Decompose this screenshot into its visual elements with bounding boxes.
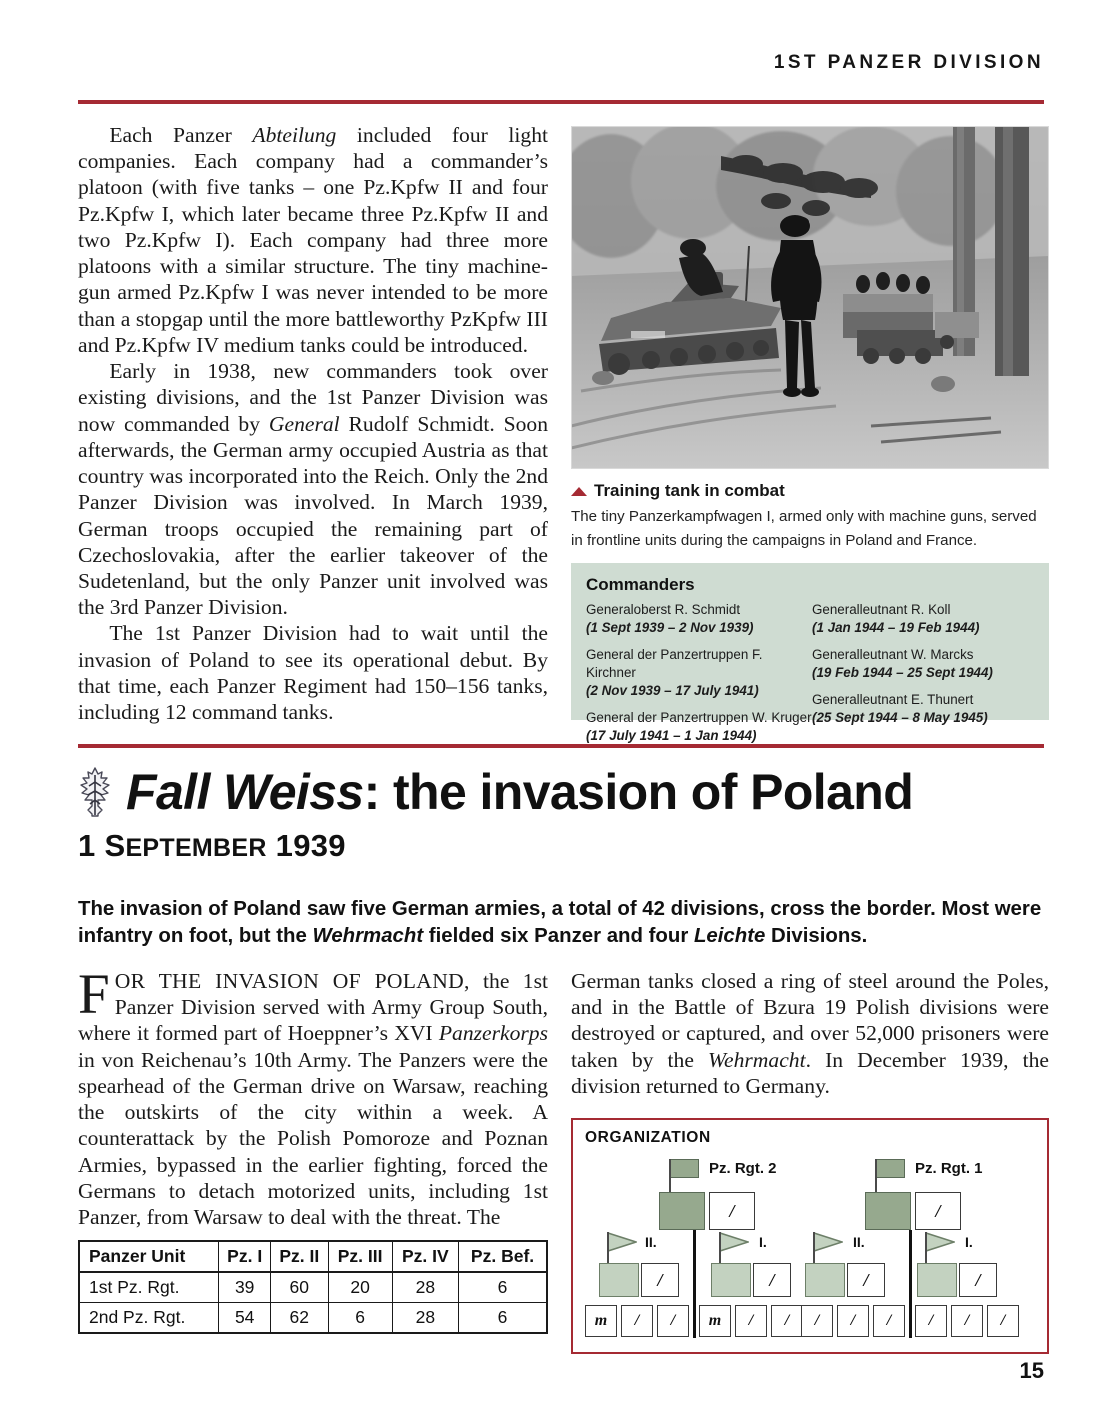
paragraph: The 1st Panzer Division had to wait until the invasion of Poland to see its operational debut. By that time, each Panzer Regiment had 150–156 tanks, including 12 command tanks. <box>78 621 548 725</box>
photo-caption <box>571 481 1049 554</box>
standfirst-part2: fielded six Panzer and four <box>423 925 694 948</box>
regiment-flag-2 <box>669 1159 699 1178</box>
standfirst-italic-2: Leichte <box>693 925 766 948</box>
running-head: 1ST PANZER DIVISION <box>773 52 1044 73</box>
table-row <box>79 1272 547 1303</box>
battalion-flag-icon-4 <box>925 1232 955 1252</box>
unit-name: 1st Pz. Rgt. <box>79 1272 219 1303</box>
regiment-symbol-box-1: / <box>915 1192 961 1230</box>
cell-value: 39 <box>219 1272 270 1303</box>
battalion-symbol-box-4: / <box>959 1263 997 1297</box>
battalion-label-2: I. <box>759 1234 767 1250</box>
caption-title: Training tank in combat <box>594 481 785 500</box>
battalion-flag-icon-1 <box>607 1232 637 1252</box>
battalion-symbol-box-1: / <box>641 1263 679 1297</box>
standfirst <box>78 896 1053 950</box>
organization-title: ORGANIZATION <box>585 1129 711 1146</box>
battalion-unit-box-4 <box>917 1263 957 1297</box>
regiment-symbol-box-2: / <box>709 1192 755 1230</box>
company-box: / <box>801 1305 833 1337</box>
company-box: / <box>951 1305 983 1337</box>
organization-box <box>571 1118 1049 1354</box>
column-header: Pz. II <box>270 1241 328 1272</box>
battalion-flagpole-4 <box>925 1232 927 1264</box>
commander-entry <box>586 646 812 700</box>
company-box: m <box>699 1305 731 1337</box>
battalion-unit-box-3 <box>805 1263 845 1297</box>
commander-dates: (1 Sept 1939 – 2 Nov 1939) <box>586 619 754 635</box>
section-subtitle <box>78 828 346 864</box>
commander-dates: (2 Nov 1939 – 17 July 1941) <box>586 682 759 698</box>
company-box: m <box>585 1305 617 1337</box>
commander-name: General der Panzertruppen F. Kirchner <box>586 646 763 680</box>
organization-diagram <box>573 1120 1047 1352</box>
photo-illustration <box>571 126 1049 469</box>
commander-entry <box>586 709 812 745</box>
table-row <box>79 1303 547 1334</box>
battalion-flag-icon-3 <box>813 1232 843 1252</box>
commander-entry <box>812 646 1038 682</box>
standfirst-italic-1: Wehrmacht <box>312 925 424 948</box>
commanders-column-right <box>812 601 1038 754</box>
small-caps-opening: OR THE INVASION OF POLAND, <box>114 969 470 993</box>
top-article-column <box>78 122 548 725</box>
paragraph: Early in 1938, new commanders took over existing divisions, and the 1st Panzer Division was now commanded by General Rudolf Schmidt. Soon afterwards, the German army occupied Austria as that country was incorporated into the Reich. Only the 2nd Panzer Division was involved. In March 1939, German troops occupied the remaining part of Czechoslovakia, after the earlier takeover of the Sudetenland, but the only Panzer unit involved was the 3rd Panzer Division. <box>78 359 548 620</box>
regiment-flagpole-1 <box>875 1159 877 1193</box>
cell-value: 54 <box>219 1303 270 1334</box>
section-title <box>126 763 914 820</box>
company-box: / <box>657 1305 689 1337</box>
regiment-flagpole-2 <box>669 1159 671 1193</box>
paragraph: Each Panzer Abteilung included four light companies. Each company had a commander’s platoon (with five tanks – one Pz.Kpfw II and four Pz.Kpfw I, which later became three Pz.Kpfw II and two Pz.Kpfw I). Each company had three more platoons with a similar structure. The tiny machine-gun armed Pz.Kpfw I was never intended to be more than a stopgap until the more battleworthy PzKpfw III and Pz.Kpfw IV medium tanks could be introduced. <box>78 123 548 357</box>
organization-divider-1 <box>693 1230 696 1338</box>
cell-value: 6 <box>328 1303 392 1334</box>
commander-entry <box>586 601 812 637</box>
company-box: / <box>621 1305 653 1337</box>
table-header-row <box>79 1241 547 1272</box>
battalion-label-3: II. <box>853 1234 865 1250</box>
main-article-right-column <box>571 968 1049 1099</box>
oak-leaf-icon <box>78 766 112 818</box>
column-header: Pz. III <box>328 1241 392 1272</box>
regiment-label-2: Pz. Rgt. 2 <box>709 1160 777 1177</box>
commander-entry <box>812 691 1038 727</box>
section-headline-row <box>78 763 1063 820</box>
cell-value: 28 <box>392 1303 458 1334</box>
company-box: / <box>837 1305 869 1337</box>
battalion-unit-box-1 <box>599 1263 639 1297</box>
commander-dates: (25 Sept 1944 – 8 May 1945) <box>812 709 988 725</box>
paragraph: German tanks closed a ring of steel around the Poles, and in the Battle of Bzura 19 Polish divisions were destroyed or captured, and over 52,000 prisoners were taken by the Wehrmacht. In December 1939, the division returned to Germany. <box>571 969 1049 1098</box>
company-box: / <box>873 1305 905 1337</box>
battalion-flagpole-1 <box>607 1232 609 1264</box>
battalion-flagpole-2 <box>719 1232 721 1264</box>
triangle-up-icon <box>571 487 587 496</box>
commanders-column-left <box>586 601 812 754</box>
commanders-columns <box>586 601 1038 754</box>
company-box: / <box>771 1305 803 1337</box>
commander-dates: (17 July 1941 – 1 Jan 1944) <box>586 727 757 743</box>
photo-panzer-training <box>571 126 1049 469</box>
commander-name: Generalleutnant R. Koll <box>812 602 951 617</box>
commander-entry <box>812 601 1038 637</box>
left-body-text: the 1st Panzer Division served with Army Group South, where it formed part of Hoeppner’s XVI Panzerkorps in von Reichenau’s 10th Army. The Panzers were the spearhead of the German drive on Warsaw, reaching the outskirts of the city within a week. A counterattack by the Polish Pomoroze and Poznan Armies, bypassed in the earlier fighting, forced the Germans to detach motorized units, including 1st Panzer, from Warsaw to deal with the threat. The <box>78 969 548 1230</box>
battalion-symbol-box-3: / <box>847 1263 885 1297</box>
commander-name: Generaloberst R. Schmidt <box>586 602 741 617</box>
regiment-unit-box-2 <box>659 1192 705 1230</box>
battalion-label-4: I. <box>965 1234 973 1250</box>
battalion-label-1: II. <box>645 1234 657 1250</box>
subtitle-smallcaps: EPTEMBER <box>125 834 267 862</box>
main-article-left-column <box>78 963 548 1230</box>
paragraph <box>78 963 548 1230</box>
subtitle-year: 1939 <box>266 828 346 863</box>
section-title-rest: : the invasion of Poland <box>363 763 914 820</box>
cell-value: 6 <box>459 1272 547 1303</box>
cell-value: 6 <box>459 1303 547 1334</box>
commander-name: Generalleutnant W. Marcks <box>812 646 974 662</box>
commanders-box <box>571 563 1049 743</box>
section-title-italic: Fall Weiss <box>126 763 364 820</box>
section-rule <box>78 744 1044 748</box>
column-header: Pz. IV <box>392 1241 458 1272</box>
commander-dates: (1 Jan 1944 – 19 Feb 1944) <box>812 619 980 635</box>
battalion-unit-box-2 <box>711 1263 751 1297</box>
battalion-flagpole-3 <box>813 1232 815 1264</box>
commander-name: Generalleutnant E. Thunert <box>812 691 974 707</box>
company-box: / <box>735 1305 767 1337</box>
cell-value: 28 <box>392 1272 458 1303</box>
cell-value: 62 <box>270 1303 328 1334</box>
drop-cap: F <box>78 963 110 1026</box>
column-header: Pz. I <box>219 1241 270 1272</box>
column-header: Panzer Unit <box>79 1241 219 1272</box>
regiment-unit-box-1 <box>865 1192 911 1230</box>
cell-value: 60 <box>270 1272 328 1303</box>
battalion-flag-icon-2 <box>719 1232 749 1252</box>
top-rule <box>78 100 1044 104</box>
caption-body: The tiny Panzerkampfwagen I, armed only with machine guns, served in frontline units during the campaigns in Poland and France. <box>571 508 1037 550</box>
page-number: 15 <box>1019 1358 1044 1383</box>
commander-name: General der Panzertruppen W. Kruger <box>586 709 812 725</box>
organization-divider-2 <box>909 1230 912 1338</box>
commanders-title: Commanders <box>586 575 695 594</box>
company-box: / <box>915 1305 947 1337</box>
panzer-strength-table <box>78 1240 548 1334</box>
unit-name: 2nd Pz. Rgt. <box>79 1303 219 1334</box>
caption-title-row <box>571 481 1049 501</box>
company-box: / <box>987 1305 1019 1337</box>
subtitle-lead: 1 S <box>78 828 126 863</box>
regiment-label-1: Pz. Rgt. 1 <box>915 1160 983 1177</box>
column-header: Pz. Bef. <box>459 1241 547 1272</box>
regiment-flag-1 <box>875 1159 905 1178</box>
cell-value: 20 <box>328 1272 392 1303</box>
commander-dates: (19 Feb 1944 – 25 Sept 1944) <box>812 664 993 680</box>
battalion-symbol-box-2: / <box>753 1263 791 1297</box>
standfirst-part3: Divisions. <box>765 925 868 948</box>
standfirst-part1: The invasion of Poland saw five German armies, a total of 42 divisions, cross the border. Most were infantry on foot, but the <box>78 898 1042 948</box>
